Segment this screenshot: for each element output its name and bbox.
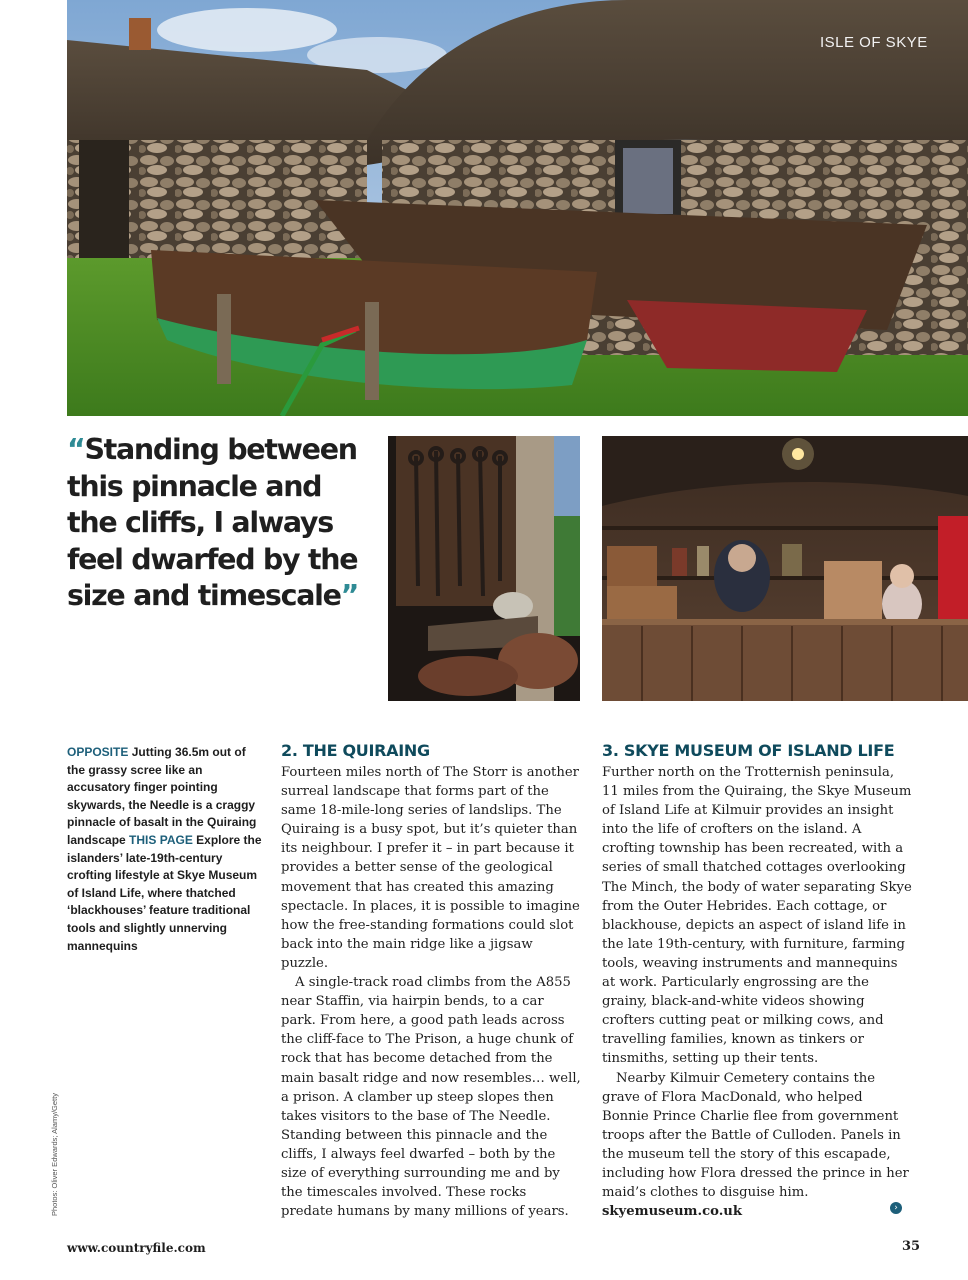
body-paragraph: Fourteen miles north of The Storr is another surreal landscape that forms part of the same 18-mile-long series of landslips. The Quiraing is a busy spot, but it’s quieter than its neighbour. I prefer it – in part because it provides a better sense of the geological movement that has created this amazing spectacle. In places, it is possible to imagine how the free-standing formations could slot back into the main ridge like a jigsaw puzzle. — [281, 765, 580, 971]
photo-credit: Photos: Oliver Edwards; Alamy/Getty — [50, 1093, 59, 1216]
museum-link[interactable]: skyemuseum.co.uk — [602, 1204, 743, 1220]
section-heading: 2. THE QUIRAING — [281, 741, 430, 760]
section-tag: ISLE OF SKYE — [820, 34, 928, 51]
section-heading: 3. SKYE MUSEUM OF ISLAND LIFE — [602, 741, 895, 760]
body-paragraph: Nearby Kilmuir Cemetery contains the grave of Flora MacDonald, who helped Bonnie Prince Charlie flee from government troops after the Battle of Culloden. Panels in the museum tell the story of this escapade, including how Flora dressed the prince in her maid’s clothes to disguise him. — [602, 1070, 909, 1201]
caption-this-page-text: Explore the islanders’ late-19th-century crofting lifestyle at Skye Museum of Island Life, where thatched ‘blackhouses’ feature traditional tools and slightly unnerving mannequins — [67, 832, 262, 953]
footer-url[interactable]: www.countryfile.com — [67, 1241, 206, 1255]
hero-photo — [67, 0, 968, 416]
quote-open-mark: “ — [67, 433, 85, 466]
pull-quote — [67, 432, 367, 615]
caption-this-page-label: THIS PAGE — [129, 832, 193, 847]
chevron-right-icon: › — [890, 1202, 902, 1214]
tools-photo — [388, 436, 580, 701]
shop-interior-photo — [602, 436, 968, 701]
pull-quote-text: Standing between this pinnacle and the cliffs, I always feel dwarfed by the size and timescale — [67, 433, 358, 612]
photo-caption — [67, 744, 265, 955]
body-paragraph: A single-track road climbs from the A855 near Staffin, via hairpin bends, to a car park. From here, a good path leads across the cliff-face to The Prison, a huge chunk of rock that has become detached from the main basalt ridge and now resembles… well, a prison. A clamber up steep slopes then takes visitors to the base of The Needle. Standing between this pinnacle and the cliffs, I always feel dwarfed – both by the size of everything surrounding me and by the timescales involved. These rocks predate humans by many millions of years. — [281, 975, 581, 1220]
page-number: 35 — [902, 1239, 921, 1254]
caption-opposite-label: OPPOSITE — [67, 745, 129, 759]
body-paragraph: Further north on the Trotternish peninsula, 11 miles from the Quiraing, the Skye Museum of Island Life at Kilmuir provides an insight into the life of crofters on the island. A crofting township has been recreated, with a series of small thatched cottages overlooking The Minch, the body of water separating Skye from the Outer Hebrides. Each cottage, or blackhouse, depicts an aspect of island life in the late 19th-century, with furniture, farming tools, weaving instruments and mannequins at work. Particularly engrossing are the grainy, black-and-white videos showing crofters cutting peat or milking cows, and travelling families, known as tinkers or tinsmiths, setting up their tents. — [602, 765, 912, 1067]
quote-close-mark: ” — [340, 579, 359, 612]
section-skye-museum — [602, 740, 912, 1221]
caption-opposite-text: Jutting 36.5m out of the grassy scree like an accusatory finger pointing skywards, the Needle is a craggy pinnacle of basalt in the Quiraing landscape — [67, 745, 257, 847]
section-quiraing — [281, 740, 581, 1221]
